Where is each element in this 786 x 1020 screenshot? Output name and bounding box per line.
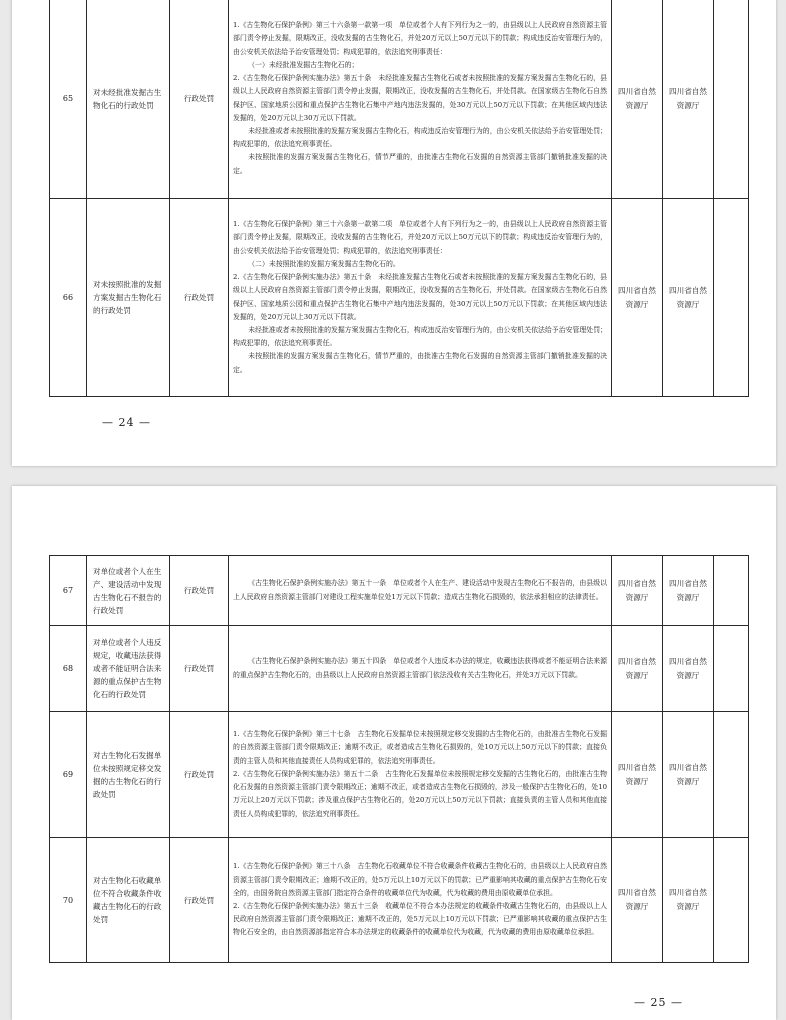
row-number <box>50 556 87 626</box>
implementing-department-text: 四川省自然资源厅 <box>618 86 656 110</box>
penalty-type-text: 行政处罚 <box>183 895 215 905</box>
responsible-department <box>663 626 714 712</box>
penalty-item-text: 对单位或者个人违反规定，收藏违法获得或者不能证明合法来源的重点保护古生物化石的行政处罚 <box>93 638 162 699</box>
legal-basis-paragraph: 2.《古生物化石保护条例实施办法》第五十条 未经批准发掘古生物化石或者未按照批准的发掘方案发掘古生物化石的，县级以上人民政府自然资源主管部门责令停止发掘，限期改正，没收发掘的古生物化石，并处罚款。在国家级古生物化石自然保护区、国家地质公园和重点保护古生物化石集中产地内违法发掘的，处30万元以上50万元以下罚款；在其他区域内违法发掘的，处20万元以上30万元以下罚款。 <box>233 74 607 122</box>
table-row <box>50 199 749 397</box>
penalty-type <box>170 199 229 397</box>
remarks-cell <box>714 626 749 712</box>
legal-basis-paragraph: 1.《古生物化石保护条例》第三十六条第一款第一项 单位或者个人有下列行为之一的，由县级以上人民政府自然资源主管部门责令停止发掘，限期改正，没收发掘的古生物化石，并处20万元以上50万元以下的罚款；构成违反治安管理行为的，由公安机关依法给予治安管理处罚；构成犯罪的，依法追究刑事责任： <box>233 21 607 56</box>
legal-basis-paragraph: 《古生物化石保护条例实施办法》第五十四条 单位或者个人违反本办法的规定，收藏违法获得或者不能证明合法来源的重点保护古生物化石的，由县级以上人民政府自然资源主管部门依法没收有关古生物化石，并处3万元以下罚款。 <box>233 657 607 679</box>
implementing-department-text: 四川省自然资源厅 <box>618 578 656 602</box>
penalty-item <box>87 838 170 963</box>
row-number-text: 70 <box>62 895 74 905</box>
remarks-cell <box>714 199 749 397</box>
legal-basis-paragraph: 1.《古生物化石保护条例》第三十六条第一款第二项 单位或者个人有下列行为之一的，由县级以上人民政府自然资源主管部门责令停止发掘，限期改正，没收发掘的古生物化石，并处20万元以上50万元以下的罚款；构成违反治安管理行为的，由公安机关依法给予治安管理处罚；构成犯罪的，依法追究刑事责任： <box>233 220 607 255</box>
implementing-department <box>612 712 663 838</box>
responsible-department <box>663 838 714 963</box>
table-row <box>50 556 749 626</box>
penalty-type-text: 行政处罚 <box>183 293 215 302</box>
legal-basis <box>229 556 612 626</box>
responsible-department <box>663 199 714 397</box>
implementing-department-text: 四川省自然资源厅 <box>618 285 656 309</box>
implementing-department-text: 四川省自然资源厅 <box>618 888 656 911</box>
legal-basis-paragraph: （一）未经批准发掘古生物化石的； <box>248 60 359 69</box>
table-row <box>50 0 749 199</box>
table-row <box>50 712 749 838</box>
legal-basis-paragraph: 2.《古生物化石保护条例实施办法》第五十条 未经批准发掘古生物化石或者未按照批准的发掘方案发掘古生物化石的，县级以上人民政府自然资源主管部门责令停止发掘，限期改正，没收发掘的古生物化石，并处罚款。在国家级古生物化石自然保护区、国家地质公园和重点保护古生物化石集中产地内违法发掘的，处30万元以上50万元以下罚款；在其他区域内违法发掘的，处20万元以上30万元以下罚款。 <box>233 273 607 321</box>
responsible-department-text: 四川省自然资源厅 <box>669 86 707 110</box>
responsible-department <box>663 712 714 838</box>
penalty-type-text: 行政处罚 <box>183 770 215 779</box>
table-row <box>50 626 749 712</box>
responsible-department-text: 四川省自然资源厅 <box>669 578 707 602</box>
penalty-item <box>87 712 170 838</box>
responsible-department <box>663 556 714 626</box>
row-number-text: 68 <box>62 664 74 673</box>
penalty-item-text: 对古生物化石发掘单位未按照规定移交发掘的古生物化石的行政处罚 <box>93 750 162 799</box>
row-number <box>50 0 87 199</box>
legal-basis-paragraph: 未按照批准的发掘方案发掘古生物化石，情节严重的，由批准古生物化石发掘的自然资源主管部门撤销批准发掘的决定。 <box>233 352 607 374</box>
legal-basis-paragraph: 1.《古生物化石保护条例》第三十七条 古生物化石发掘单位未按照规定移交发掘的古生物化石的，由批准古生物化石发掘的自然资源主管部门责令限期改正；逾期不改正，或者造成古生物化石损毁的，处10万元以上50万元以下的罚款；直接负责的主管人员和其他直接责任人员构成犯罪的，依法追究刑事责任。 <box>233 730 607 765</box>
legal-basis <box>229 838 612 963</box>
remarks-cell <box>714 0 749 199</box>
responsible-department-text: 四川省自然资源厅 <box>669 656 707 680</box>
legal-basis-paragraph: 1.《古生物化石保护条例》第三十八条 古生物化石收藏单位不符合收藏条件收藏古生物化石的，由县级以上人民政府自然资源主管部门责令限期改正；逾期不改正的，处5万元以上10万元以下的罚款；已严重影响其收藏的重点保护古生物化石安全的，由国务院自然资源主管部门指定符合条件的收藏单位代为收藏，代为收藏的费用由原收藏单位承担。 <box>233 862 607 897</box>
penalty-type-text: 行政处罚 <box>183 586 215 595</box>
row-number <box>50 712 87 838</box>
penalty-item-text: 对未经批准发掘古生物化石的行政处罚 <box>93 87 162 110</box>
penalty-type <box>170 838 229 963</box>
penalty-item-text: 对古生物化石收藏单位不符合收藏条件收藏古生物化石的行政处罚 <box>93 876 162 924</box>
row-number-text: 66 <box>62 293 74 302</box>
penalty-type-text: 行政处罚 <box>183 94 215 103</box>
row-number <box>50 199 87 397</box>
document-page-24 <box>12 0 776 466</box>
legal-basis-paragraph: 2.《古生物化石保护条例实施办法》第五十三条 收藏单位不符合本办法规定的收藏条件收藏古生物化石的，由县级以上人民政府自然资源主管部门责令限期改正；逾期不改正的，处5万元以上10万元以下罚款；已严重影响其收藏的重点保护古生物化石安全的，由自然资源部指定符合本办法规定的收藏条件的收藏单位代为收藏，代为收藏的费用由原收藏单位承担。 <box>233 902 607 937</box>
implementing-department-text: 四川省自然资源厅 <box>618 762 656 786</box>
implementing-department <box>612 626 663 712</box>
penalty-item-text: 对单位或者个人在生产、建设活动中发现古生物化石不报告的行政处罚 <box>93 566 162 615</box>
legal-basis <box>229 0 612 199</box>
document-page-25 <box>12 486 776 1020</box>
row-number-text: 67 <box>62 586 74 595</box>
penalty-table <box>49 555 749 963</box>
responsible-department <box>663 0 714 199</box>
remarks-cell <box>714 838 749 963</box>
penalty-type <box>170 0 229 199</box>
row-number-text: 69 <box>62 770 74 779</box>
remarks-cell <box>714 556 749 626</box>
page-number: — 25 — <box>634 996 683 1009</box>
responsible-department-text: 四川省自然资源厅 <box>669 762 707 786</box>
penalty-item-text: 对未按照批准的发掘方案发掘古生物化石的行政处罚 <box>93 280 162 315</box>
penalty-type <box>170 626 229 712</box>
row-number <box>50 626 87 712</box>
implementing-department-text: 四川省自然资源厅 <box>618 656 656 680</box>
penalty-type-text: 行政处罚 <box>183 664 215 673</box>
penalty-table <box>49 0 749 397</box>
legal-basis <box>229 199 612 397</box>
legal-basis-paragraph: 未经批准或者未按照批准的发掘方案发掘古生物化石，构成违反治安管理行为的，由公安机关依法给予治安管理处罚；构成犯罪的，依法追究刑事责任。 <box>233 325 607 348</box>
legal-basis-paragraph: 未经批准或者未按照批准的发掘方案发掘古生物化石，构成违反治安管理行为的，由公安机关依法给予治安管理处罚；构成犯罪的，依法追究刑事责任。 <box>233 126 607 149</box>
row-number-text: 65 <box>62 94 74 103</box>
legal-basis-paragraph: 2.《古生物化石保护条例实施办法》第五十二条 古生物化石发掘单位未按照规定移交发掘的古生物化石的，由批准古生物化石发掘的自然资源主管部门责令限期改正；逾期不改正，或者造成古生物化石损毁的，涉及一般保护古生物化石的，处10万元以上20万元以下罚款；涉及重点保护古生物化石的，处20万元以上50万元以下罚款；直接负责的主管人员和其他直接责任人员构成犯罪的，依法追究刑事责任。 <box>233 769 607 818</box>
responsible-department-text: 四川省自然资源厅 <box>669 888 707 911</box>
page-number: — 24 — <box>102 416 151 429</box>
legal-basis-paragraph: （二）未按照批准的发掘方案发掘古生物化石的。 <box>248 259 400 268</box>
responsible-department-text: 四川省自然资源厅 <box>669 285 707 309</box>
table-row <box>50 838 749 963</box>
implementing-department <box>612 556 663 626</box>
penalty-type <box>170 556 229 626</box>
penalty-item <box>87 626 170 712</box>
implementing-department <box>612 199 663 397</box>
legal-basis <box>229 626 612 712</box>
legal-basis-paragraph: 未按照批准的发掘方案发掘古生物化石，情节严重的，由批准古生物化石发掘的自然资源主管部门撤销批准发掘的决定。 <box>233 153 607 175</box>
legal-basis <box>229 712 612 838</box>
penalty-item <box>87 556 170 626</box>
implementing-department <box>612 0 663 199</box>
legal-basis-paragraph: 《古生物化石保护条例实施办法》第五十一条 单位或者个人在生产、建设活动中发现古生物化石不报告的，由县级以上人民政府自然资源主管部门对建设工程实施单位处1万元以下罚款；造成古生物化石损毁的，依法承担相应的法律责任。 <box>233 579 607 601</box>
implementing-department <box>612 838 663 963</box>
row-number <box>50 838 87 963</box>
penalty-type <box>170 712 229 838</box>
remarks-cell <box>714 712 749 838</box>
penalty-item <box>87 0 170 199</box>
penalty-item <box>87 199 170 397</box>
